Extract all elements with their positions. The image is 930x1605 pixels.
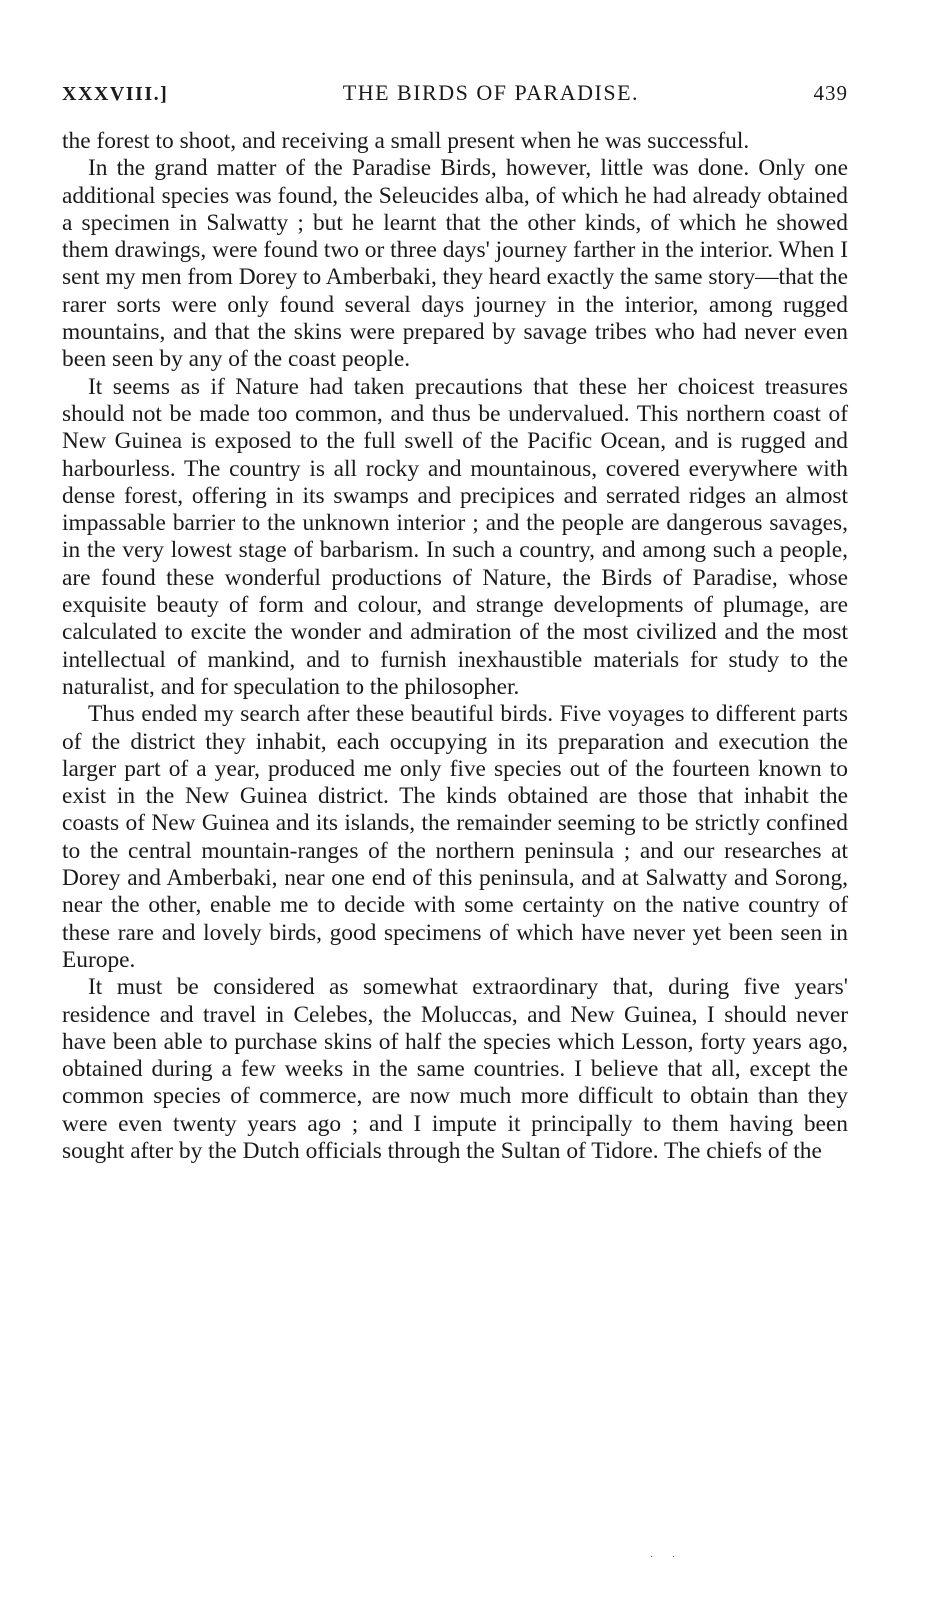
page-number: 439 [813, 81, 848, 105]
paragraph: Thus ended my search after these beautiful birds. Five voyages to different parts of the district they inhabit, each occupying in its preparation and execution the larger part of a year, produced me only five species out of the fourteen known to exist in the New Guinea district. The kinds obtained are those that inhabit the coasts of New Guinea and its islands, the remainder seeming to be strictly confined to the central mountain-ranges of the northern peninsula ; and our researches at Dorey and Amberbaki, near one end of this peninsula, and at Salwatty and Sorong, near the other, enable me to decide with some certainty on the native country of these rare and lovely birds, good specimens of which have never yet been seen in Europe. [62, 701, 848, 973]
scan-speck: · · [650, 1552, 684, 1563]
running-title: THE BIRDS OF PARADISE. [342, 80, 640, 105]
chapter-number: XXXVIII.] [62, 83, 169, 105]
paragraph: It seems as if Nature had taken precautions that these her choicest treasures should not be made too common, and thus be undervalued. This northern coast of New Guinea is exposed to the full swell of the Pacific Ocean, and is rugged and harbourless. The country is all rocky and mountainous, covered everywhere with dense forest, offering in its swamps and precipices and serrated ridges an almost impassable barrier to the unknown interior ; and the people are dangerous savages, in the very lowest stage of barbarism. In such a country, and among such a people, are found these wonderful productions of Nature, the Birds of Paradise, whose exquisite beauty of form and colour, and strange developments of plumage, are calculated to excite the wonder and admiration of the most civilized and the most intellectual of mankind, and to furnish inexhaustible materials for study to the naturalist, and for speculation to the philosopher. [62, 373, 848, 700]
body-text [62, 128, 848, 1165]
paragraph: In the grand matter of the Paradise Birds, however, little was done. Only one additional species was found, the Seleucides alba, of which he had already obtained a specimen in Salwatty ; but he learnt that the other kinds, of which he showed them drawings, were found two or three days' journey farther in the interior. When I sent my men from Dorey to Amberbaki, they heard exactly the same story—that the rarer sorts were only found several days journey in the interior, among rugged mountains, and that the skins were prepared by savage tribes who had never even been seen by any of the coast people. [62, 155, 848, 373]
paragraph: It must be considered as somewhat extraordinary that, during five years' residence and travel in Celebes, the Moluccas, and New Guinea, I should never have been able to purchase skins of half the species which Lesson, forty years ago, obtained during a few weeks in the same countries. I believe that all, except the common species of commerce, are now much more difficult to obtain than they were even twenty years ago ; and I impute it principally to them having been sought after by the Dutch officials through the Sultan of Tidore. The chiefs of the [62, 974, 848, 1164]
book-page [62, 80, 848, 1165]
paragraph-continuation: the forest to shoot, and receiving a small present when he was successful. [62, 128, 750, 154]
running-header [62, 80, 848, 106]
